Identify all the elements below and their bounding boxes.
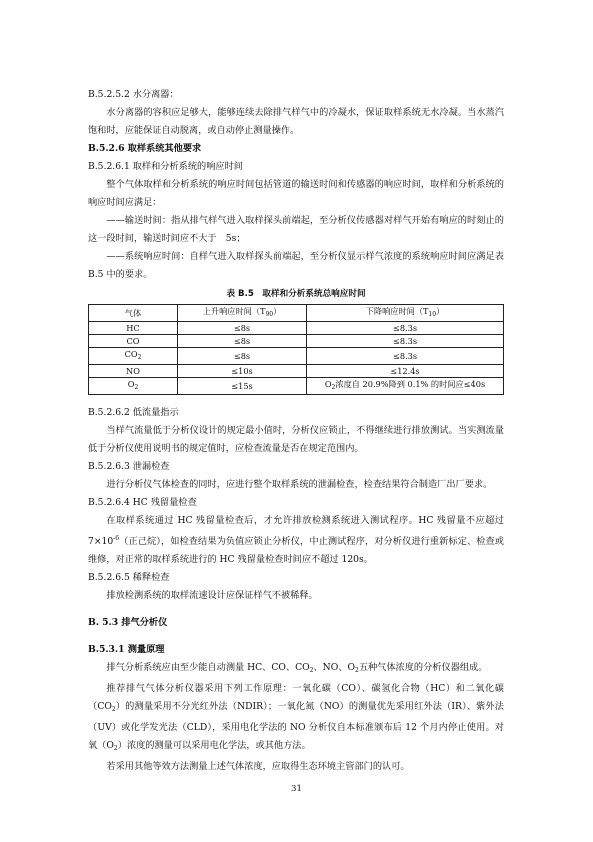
list-item-transfer-time: ——输送时间：指从排气样气进入取样探头前端起，至分析仪传感器对样气开始有响应的时刻止的这一段时间，输送时间应不大于 5s； <box>88 215 504 244</box>
section-title: 排气分析仪 <box>121 617 168 628</box>
section-label: B.5.2.6.2 低流量指示 <box>88 407 179 418</box>
paragraph-leak-check: 进行分析仪气体检查的同时，应进行整个取样系统的泄漏检查，检查结果符合制造厂出厂要求。 <box>106 479 493 490</box>
cell-fall: ≤12.4s <box>307 365 504 378</box>
section-label: B.5.2.6.3 泄漏检查 <box>88 461 170 472</box>
page-number: 31 <box>291 784 302 794</box>
table-row <box>89 378 504 395</box>
section-heading-b52664 <box>88 494 504 512</box>
paragraph-hc-residual: 在取样系统通过 HC 残留量检查后，才允许排放检测系统进入测试程序。HC 残留量不应超过 $7\times 10^{-6}$（正己烷），如检查结果为负值应锁止分析仪，中止测试程序，对分析仪进行重新标定、检查或维修，对正常的取样系统进行的 HC 残留量检查时间应不超过 120s。 <box>88 515 504 565</box>
section-label: B.5.2.5.2 水分离器： <box>88 89 179 100</box>
paragraph-low-flow: 当样气流量低于分析仪设计的规定最小值时，分析仪应锁止，不得继续进行排放测试。当实测流量低于分析仪使用说明书的规定值时，应检查流量是否在规定范围内。 <box>88 425 504 454</box>
cell-fall: ≤8.3s <box>307 335 504 348</box>
section-heading-b53 <box>88 614 504 632</box>
section-heading-b52661 <box>88 158 504 176</box>
section-label: B.5.2.6.4 HC 残留量检查 <box>88 497 197 508</box>
header-gas: 气体 <box>89 305 178 322</box>
table-title: 表 B.5 取样和分析系统总响应时间 <box>226 289 366 299</box>
paragraph-analyzer-composition: 排气分析系统应由至少能自动测量 HC、CO、$CO_2$、NO、$O_2$五种气体浓度的分析仪器组成。 <box>106 662 488 674</box>
table-row <box>89 365 504 378</box>
spacer <box>88 395 504 404</box>
cell-rise: ≤8s <box>178 348 307 365</box>
section-label: B. 5.3 <box>88 617 119 628</box>
header-rise-time: 上升响应时间$(T_{90})$ <box>178 305 307 322</box>
section-heading-b531 <box>88 641 504 659</box>
cell-gas: NO <box>89 365 178 378</box>
paragraph-equivalent-methods: 若采用其他等效方法测量上述气体浓度，应取得生态环境主管部门的认可。 <box>106 761 410 772</box>
paragraph-measurement-principles: 推荐排气气体分析仪器采用下列工作原理：一氧化碳（CO）、碳氢化合物（HC）和二氧化碳$(CO_2)$的测量采用不分光红外法（NDIR）；一氧化氮（NO）的测量优先采用红外法（IR）、紫外法（UV）或化学发光法（CLD），采用电化学法的 NO 分析仪自本标准颁布后 12 个月内停止使用。对氧$(O_2)$浓度的测量可以采用电化学法，或其他方法。 <box>88 683 504 752</box>
cell-gas: $O_2$ <box>89 378 178 395</box>
cell-gas: $CO_2$ <box>89 348 178 365</box>
paragraph-dilution-check: 排放检测系统的取样流速设计应保证样气不被稀释。 <box>106 590 318 601</box>
cell-gas: HC <box>89 322 178 335</box>
table-row <box>89 322 504 335</box>
section-heading-b5266 <box>88 140 504 158</box>
page-content <box>88 86 504 776</box>
cell-gas: CO <box>89 335 178 348</box>
section-label: B.5.2.6.5 稀释检查 <box>88 572 170 583</box>
cell-rise: ≤8s <box>178 322 307 335</box>
table-header-row <box>89 305 504 322</box>
section-label: B.5.2.6.1 取样和分析系统的响应时间 <box>88 161 243 172</box>
spacer <box>88 605 504 614</box>
header-fall-time: 下降响应时间$(T_{10})$ <box>307 305 504 322</box>
cell-rise: ≤15s <box>178 378 307 395</box>
section-label: B.5.2.6 <box>88 143 125 154</box>
list-item-system-response-time: ——系统响应时间：自样气进入取样探头前端起，至分析仪显示样气浓度的系统响应时间应满足表 B.5 中的要求。 <box>88 251 504 280</box>
section-title: 测量原理 <box>127 644 165 655</box>
paragraph-water-separator: 水分离器的容积应足够大，能够连续去除排气样气中的冷凝水，保证取样系统无水冷凝。当水蒸汽饱和时，应能保证自动脱离，或自动停止测量操作。 <box>88 107 504 136</box>
section-heading-b52663 <box>88 458 504 476</box>
section-heading-b52665 <box>88 569 504 587</box>
table-row <box>89 335 504 348</box>
cell-rise: ≤8s <box>178 335 307 348</box>
section-label: B.5.3.1 <box>88 644 125 655</box>
response-time-table <box>88 304 504 395</box>
cell-fall: ≤8.3s <box>307 348 504 365</box>
table-row <box>89 348 504 365</box>
cell-fall: ≤8.3s <box>307 322 504 335</box>
paragraph-response-time: 整个气体取样和分析系统的响应时间包括管道的输送时间和传感器的响应时间，取样和分析系统的响应时间应满足： <box>88 179 504 208</box>
cell-fall: $O_2$浓度自 20.9%降到 0.1% 的时间应≤40s <box>307 378 504 395</box>
cell-rise: ≤10s <box>178 365 307 378</box>
section-heading-b52662 <box>88 404 504 422</box>
section-heading-b52525 <box>88 86 504 104</box>
spacer <box>88 632 504 641</box>
section-title: 取样系统其他要求 <box>127 143 202 154</box>
